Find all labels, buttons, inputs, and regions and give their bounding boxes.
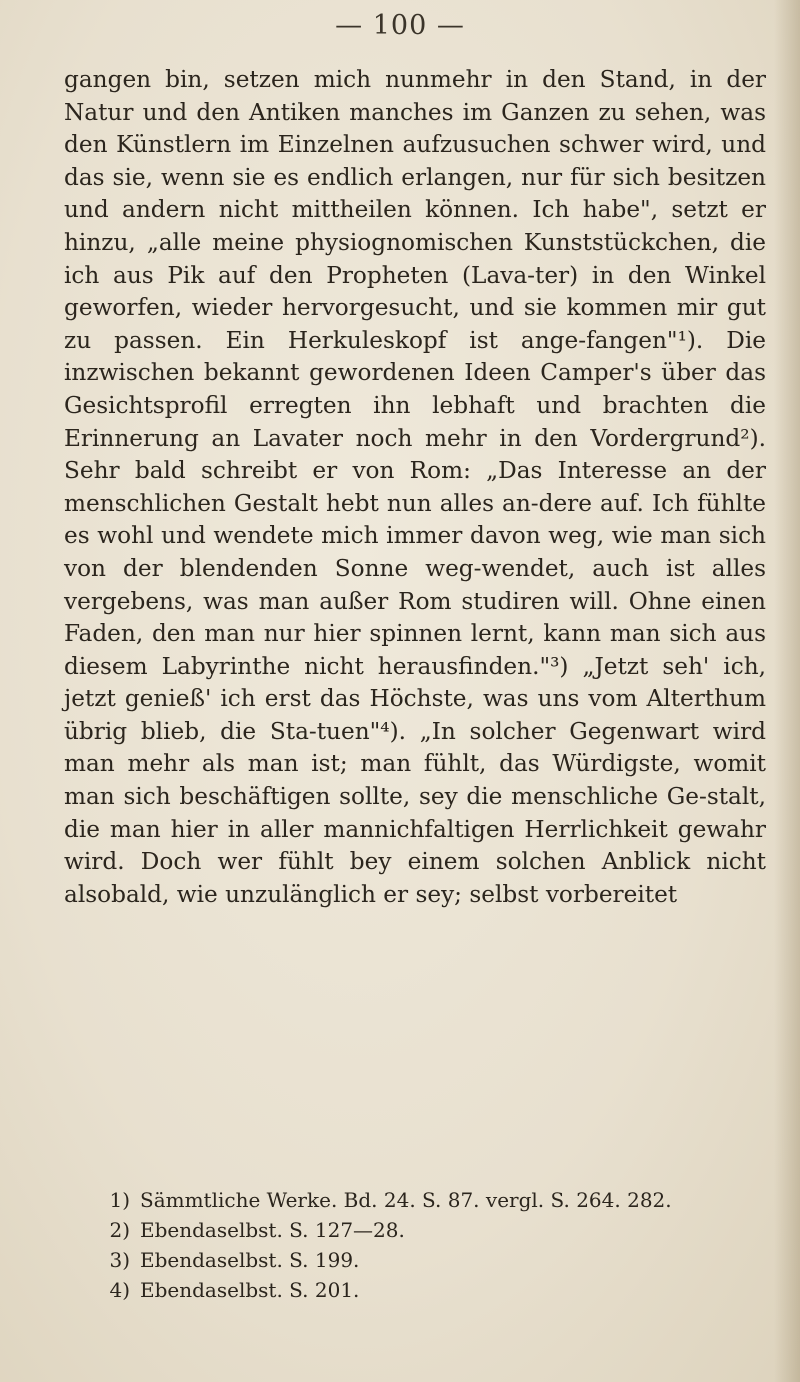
footnote-1 [108,1185,768,1215]
body-paragraph: gangen bin, setzen mich nunmehr in den Stand, in der Natur und den Antiken manches im Ganzen zu sehen, was den Künstlern im Einzelnen aufzusuchen schwer wird, und das sie, wenn sie es endlich erlangen, nur für sich besitzen und andern nicht mittheilen können. Ich habe", setzt er hinzu, „alle meine physiognomischen Kunststückchen, die ich aus Pik auf den Propheten (Lava-ter) in den Winkel geworfen, wieder hervorgesucht, und sie kommen mir gut zu passen. Ein Herkuleskopf ist ange-fangen"¹). Die inzwischen bekannt gewordenen Ideen Camper's über das Gesichtsprofil erregten ihn lebhaft und brachten die Erinnerung an Lavater noch mehr in den Vordergrund²). Sehr bald schreibt er von Rom: „Das Interesse an der menschlichen Gestalt hebt nun alles an-dere auf. Ich fühlte es wohl und wendete mich immer davon weg, wie man sich von der blendenden Sonne weg-wendet, auch ist alles vergebens, was man außer Rom studiren will. Ohne einen Faden, den man nur hier spinnen lernt, kann man sich aus diesem Labyrinthe nicht herausfinden."³) „Jetzt seh' ich, jetzt genieß' ich erst das Höchste, was uns vom Alterthum übrig blieb, die Sta-tuen"⁴). „In solcher Gegenwart wird man mehr als man ist; man fühlt, das Würdigste, womit man sich beschäftigen sollte, sey die menschliche Ge-stalt, die man hier in aller mannichfaltigen Herrlichkeit gewahr wird. Doch wer fühlt bey einem solchen Anblick nicht alsobald, wie unzulänglich er sey; selbst vorbereitet [64,66,766,908]
footnote-marker: 4) [109,1278,130,1302]
page-edge-shadow [774,0,800,1382]
footnote-marker: 1) [109,1188,130,1212]
footnote-marker: 3) [109,1248,130,1272]
footnote-4 [108,1275,768,1305]
footnote-text: Sämmtliche Werke. Bd. 24. S. 87. vergl. S. 264. 282. [140,1188,672,1212]
footnote-text: Ebendaselbst. S. 201. [140,1278,360,1302]
page-number-header: — 100 — [335,10,465,41]
footnote-2 [108,1215,768,1245]
footnote-text: Ebendaselbst. S. 199. [140,1248,360,1272]
footnote-marker: 2) [109,1218,130,1242]
footnotes [108,1185,768,1305]
body-text [64,64,766,911]
footnote-text: Ebendaselbst. S. 127—28. [140,1218,405,1242]
footnote-3 [108,1245,768,1275]
